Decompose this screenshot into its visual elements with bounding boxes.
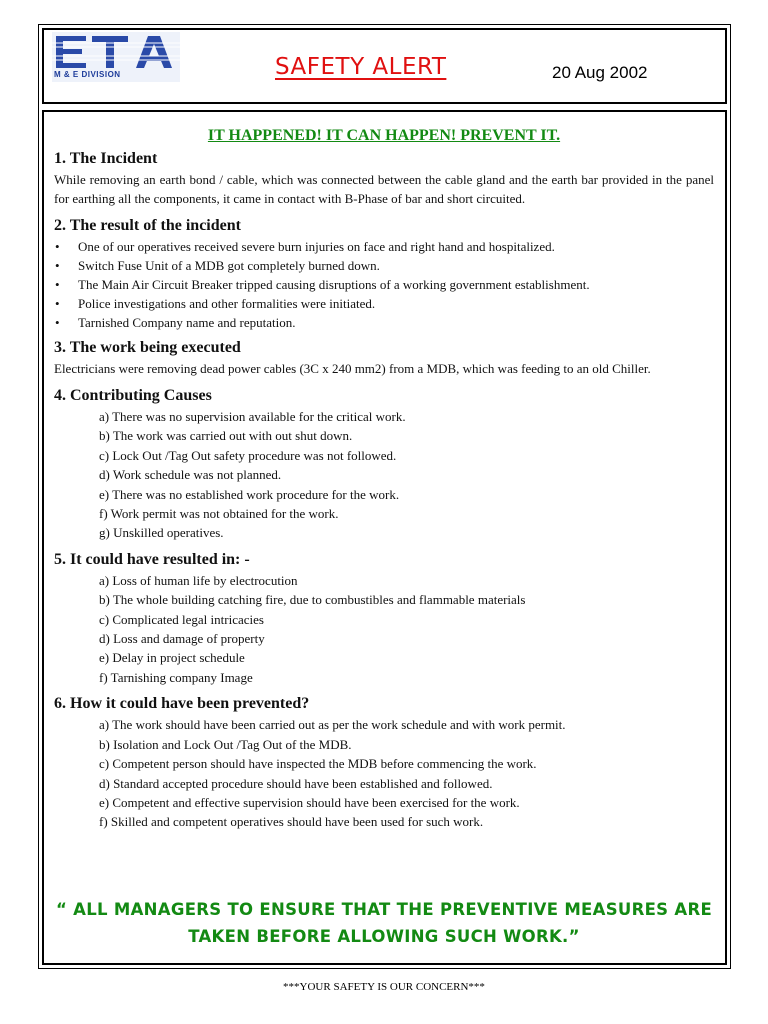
list-item: e) Competent and effective supervision should have been exercised for the work. xyxy=(99,794,520,810)
footer-text: ***YOUR SAFETY IS OUR CONCERN*** xyxy=(283,981,485,993)
list-item: a) There was no supervision available for the critical work. xyxy=(99,409,406,424)
list-item: e) There was no established work procedure for the work. xyxy=(99,486,400,502)
report-content xyxy=(54,148,714,838)
list-item: • Switch Fuse Unit of a MDB got completely burned down. xyxy=(54,256,714,275)
work-text: Electricians were removing dead power cables (3C x 240 mm2) from a MDB, which was feeding to an old Chiller. xyxy=(54,361,651,376)
section-heading: 6. How it could have been prevented? xyxy=(54,695,310,713)
list-item: c) Competent person should have inspected the MDB before commencing the work. xyxy=(99,756,537,772)
list-item: • One of our operatives received severe burn injuries on face and right hand and hospitalized. xyxy=(54,237,714,256)
section-heading: 2. The result of the incident xyxy=(54,217,241,234)
alert-title: SAFETY ALERT xyxy=(275,54,447,80)
list-item: d) Loss and damage of property xyxy=(99,631,265,647)
section-heading: 4. Contributing Causes xyxy=(54,387,212,404)
list-item: a) Loss of human life by electrocution xyxy=(99,572,298,588)
list-item: e) Delay in project schedule xyxy=(99,650,245,666)
list-item: f) Work permit was not obtained for the work. xyxy=(99,506,339,522)
prevented-list xyxy=(54,715,714,831)
list-item: c) Lock Out /Tag Out safety procedure was not followed. xyxy=(99,447,397,463)
alert-date: 20 Aug 2002 xyxy=(552,63,648,82)
could-result-list xyxy=(54,571,714,687)
list-item: • Police investigations and other formalities were initiated. xyxy=(54,294,714,313)
section-heading: 1. The Incident xyxy=(54,150,158,167)
causes-list xyxy=(54,407,714,543)
section-heading: 3. The work being executed xyxy=(54,339,241,356)
list-item: • The Main Air Circuit Breaker tripped causing disruptions of a working government establishment. xyxy=(54,275,714,294)
list-item: c) Complicated legal intricacies xyxy=(99,611,264,627)
list-item: d) Work schedule was not planned. xyxy=(99,467,282,483)
result-list xyxy=(54,237,714,332)
closing-statement: “ ALL MANAGERS TO ENSURE THAT THE PREVENTIVE MEASURES ARE TAKEN BEFORE ALLOWING SUCH WORK.” xyxy=(55,900,713,946)
list-item: g) Unskilled operatives. xyxy=(99,525,224,541)
list-item: b) The whole building catching fire, due to combustibles and flammable materials xyxy=(99,592,526,608)
list-item: b) The work was carried out with out shut down. xyxy=(99,428,353,444)
incident-text: While removing an earth bond / cable, which was connected between the cable gland and the earth bar provided in the panel for earthing all the components, it came in contact with B-Phase of bar and short circuited. xyxy=(54,172,714,206)
list-item: • Tarnished Company name and reputation. xyxy=(54,313,714,332)
list-item: d) Standard accepted procedure should have been established and followed. xyxy=(99,775,493,791)
list-item: f) Skilled and competent operatives should have been used for such work. xyxy=(99,814,484,830)
logo-division-label: M & E DIVISION xyxy=(54,70,121,79)
list-item: b) Isolation and Lock Out /Tag Out of the MDB. xyxy=(99,736,352,752)
section-heading: 5. It could have resulted in: - xyxy=(54,550,250,568)
list-item: a) The work should have been carried out as per the work schedule and with work permit. xyxy=(99,717,566,733)
tagline: IT HAPPENED! IT CAN HAPPEN! PREVENT IT. xyxy=(207,127,561,144)
list-item: f) Tarnishing company Image xyxy=(99,669,253,685)
